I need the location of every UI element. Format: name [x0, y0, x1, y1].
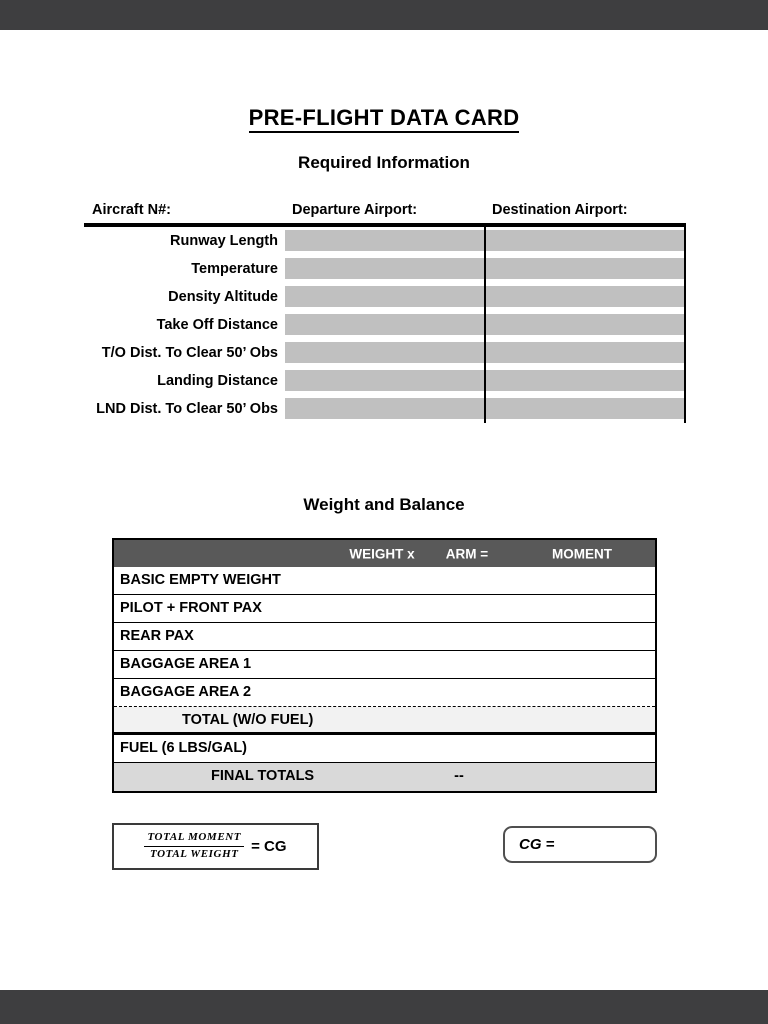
destination-field[interactable] [485, 398, 686, 419]
final-totals-arm-value: -- [454, 768, 464, 784]
required-info-rows [84, 227, 686, 423]
departure-field[interactable] [285, 398, 485, 419]
row-label: BAGGAGE AREA 1 [120, 656, 252, 672]
row-label: Density Altitude [168, 289, 278, 305]
row-label: BASIC EMPTY WEIGHT [120, 572, 281, 588]
wb-row-basic-empty-weight[interactable] [114, 567, 655, 595]
table-row [84, 283, 686, 311]
table-row [84, 311, 686, 339]
fraction-denominator: TOTAL WEIGHT [149, 848, 239, 860]
required-info-header-row [84, 202, 686, 227]
destination-field[interactable] [485, 286, 686, 307]
table-row [84, 339, 686, 367]
departure-field[interactable] [285, 342, 485, 363]
destination-field[interactable] [485, 342, 686, 363]
row-label: FINAL TOTALS [211, 768, 315, 784]
column-header-weight: WEIGHT x [349, 546, 415, 561]
wb-row-rear-pax[interactable] [114, 623, 655, 651]
row-label: TOTAL (W/O FUEL) [182, 712, 314, 728]
table-row [84, 395, 686, 423]
column-header-arm: ARM = [445, 546, 489, 561]
column-header-destination-airport: Destination Airport: [492, 202, 628, 218]
departure-field[interactable] [285, 286, 485, 307]
departure-field[interactable] [285, 258, 485, 279]
required-info-heading: Required Information [298, 153, 470, 172]
row-label: Take Off Distance [156, 317, 278, 333]
wb-row-pilot-front-pax[interactable] [114, 595, 655, 623]
destination-field[interactable] [485, 314, 686, 335]
row-label: PILOT + FRONT PAX [120, 600, 262, 616]
equals-cg-label: = CG [251, 838, 287, 855]
cg-result-label: CG = [519, 836, 555, 853]
row-label: Temperature [191, 261, 278, 277]
table-row [84, 227, 686, 255]
departure-field[interactable] [285, 230, 485, 251]
wb-row-fuel[interactable] [114, 735, 655, 763]
row-label: T/O Dist. To Clear 50’ Obs [101, 345, 278, 361]
table-right-border [684, 227, 686, 423]
wb-row-baggage-area-1[interactable] [114, 651, 655, 679]
row-label: BAGGAGE AREA 2 [120, 684, 252, 700]
row-label: FUEL (6 LBS/GAL) [120, 740, 248, 756]
column-header-moment: MOMENT [552, 546, 612, 561]
destination-field[interactable] [485, 370, 686, 391]
weight-balance-heading: Weight and Balance [303, 495, 465, 514]
wb-row-baggage-area-2[interactable] [114, 679, 655, 707]
wb-row-total-wo-fuel[interactable] [114, 707, 655, 735]
document-page [0, 30, 768, 990]
viewer-top-bar [0, 0, 768, 30]
row-label: LND Dist. To Clear 50’ Obs [96, 401, 278, 417]
table-row [84, 255, 686, 283]
cg-result-box[interactable] [503, 826, 657, 863]
viewer-bottom-bar [0, 990, 768, 1024]
cg-fraction [144, 831, 244, 862]
cg-formula-box [112, 823, 319, 870]
column-header-departure-airport: Departure Airport: [292, 202, 418, 218]
fraction-numerator: TOTAL MOMENT [144, 831, 244, 847]
departure-field[interactable] [285, 370, 485, 391]
column-header-aircraft-n: Aircraft N#: [92, 202, 171, 218]
table-row [84, 367, 686, 395]
weight-balance-header-row [114, 540, 655, 567]
page-title-text: PRE-FLIGHT DATA CARD [249, 105, 520, 133]
destination-field[interactable] [485, 230, 686, 251]
column-divider [484, 227, 486, 423]
wb-row-final-totals[interactable] [114, 763, 655, 791]
destination-field[interactable] [485, 258, 686, 279]
weight-balance-table [112, 538, 657, 793]
page-title [0, 96, 768, 133]
departure-field[interactable] [285, 314, 485, 335]
row-label: Runway Length [170, 233, 278, 249]
row-label: Landing Distance [157, 373, 278, 389]
row-label: REAR PAX [120, 628, 194, 644]
required-info-table [84, 202, 686, 423]
